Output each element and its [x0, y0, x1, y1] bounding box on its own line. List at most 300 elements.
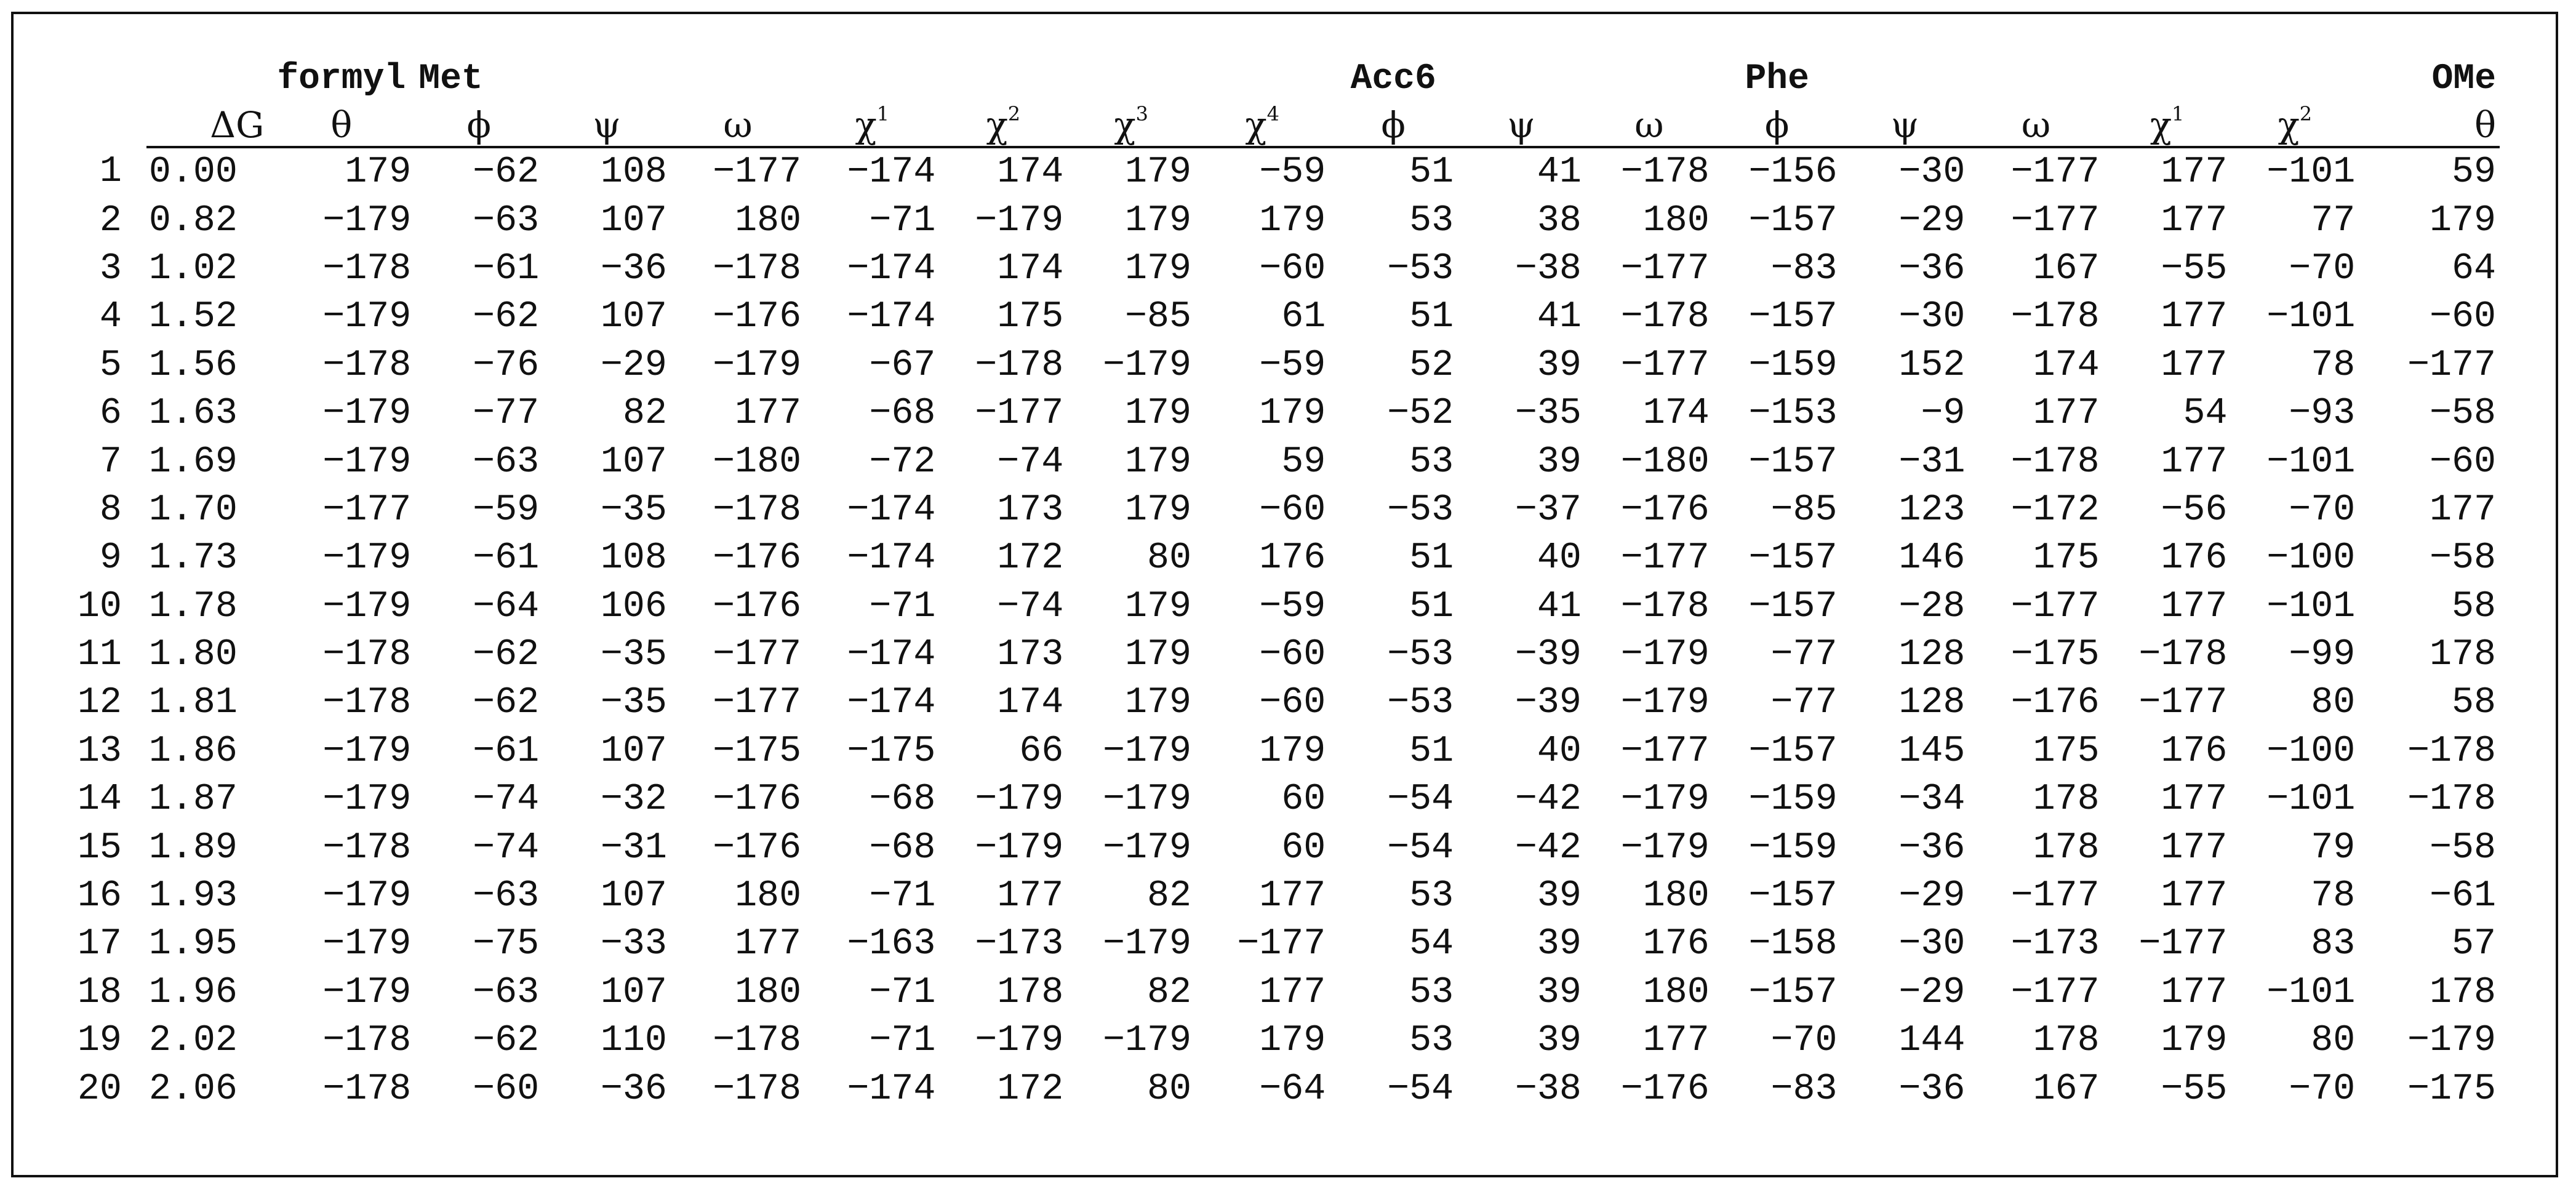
table-cell: 179: [1259, 730, 1326, 772]
table-cell: 80: [2311, 1020, 2356, 1062]
table-cell: −67: [869, 344, 936, 387]
table-cell: 179: [1125, 441, 1192, 483]
table-cell: 180: [735, 971, 802, 1014]
table-cell: 180: [1642, 199, 1710, 242]
column-symbol: ψ: [1890, 104, 1919, 146]
table-cell: 52: [1409, 344, 1454, 387]
table-cell: −178: [713, 1020, 802, 1062]
table-cell: 60: [1281, 779, 1326, 821]
table-cell: 54: [1409, 923, 1454, 966]
table-cell: −61: [473, 247, 540, 290]
table-cell: −83: [1770, 247, 1838, 290]
table-cell: −177: [2407, 344, 2496, 387]
table-cell: −178: [2010, 441, 2100, 483]
column-header: [415, 99, 543, 147]
table-cell: −63: [473, 441, 540, 483]
table-cell: −63: [473, 971, 540, 1014]
column-superscript: 4: [1266, 102, 1279, 126]
table-cell: −71: [869, 971, 936, 1014]
table-cell: −177: [1237, 923, 1326, 966]
table-cell: 179: [1125, 585, 1192, 628]
table-cell: −179: [322, 923, 412, 966]
column-header: [1195, 99, 1329, 147]
table-cell: 1.95: [148, 923, 238, 966]
table-cell: 79: [2311, 827, 2356, 869]
table-cell: −157: [1748, 585, 1838, 628]
group-acc6: Acc6: [1350, 59, 1436, 99]
column-header: [1969, 99, 2103, 147]
table-cell: 107: [600, 730, 667, 772]
table-cell: 176: [1259, 537, 1326, 580]
table-cell: 107: [600, 199, 667, 242]
column-header: [671, 99, 805, 147]
table-cell: −39: [1514, 682, 1582, 724]
row-index: 5: [99, 344, 122, 387]
table-cell: −175: [2010, 634, 2100, 676]
table-cell: −176: [713, 779, 802, 821]
table-row: [50, 390, 2500, 438]
table-cell: 106: [600, 585, 667, 628]
table-cell: 51: [1409, 296, 1454, 339]
table-cell: −35: [600, 634, 667, 676]
table-cell: 175: [2033, 537, 2100, 580]
table-cell: −175: [713, 730, 802, 772]
table-cell: 1.81: [148, 682, 238, 724]
table-cell: −74: [473, 827, 540, 869]
table-cell: 83: [2311, 923, 2356, 966]
table-cell: 51: [1409, 730, 1454, 772]
table-cell: −70: [1770, 1020, 1838, 1062]
table-cell: −179: [322, 199, 412, 242]
table-cell: −179: [2407, 1020, 2496, 1062]
table-cell: −176: [1620, 489, 1710, 531]
table-body: [50, 147, 2500, 1113]
table-cell: 123: [1898, 489, 1966, 531]
table-cell: 66: [1019, 730, 1064, 772]
table-cell: 1.87: [148, 779, 238, 821]
table-cell: 39: [1537, 971, 1582, 1014]
table-cell: 167: [2033, 247, 2100, 290]
column-header: [1067, 99, 1195, 147]
table-cell: 78: [2311, 875, 2356, 918]
table-cell: 39: [1537, 1020, 1582, 1062]
table-cell: −62: [473, 634, 540, 676]
row-index: 4: [99, 296, 122, 339]
table-row: [50, 196, 2500, 244]
table-cell: −9: [1921, 393, 1966, 435]
table-cell: −60: [2429, 296, 2496, 339]
table-cell: −179: [322, 537, 412, 580]
table-cell: −31: [600, 827, 667, 869]
table-cell: −177: [2138, 682, 2228, 724]
table-cell: −177: [975, 393, 1064, 435]
table-cell: 180: [735, 875, 802, 918]
table-cell: 179: [1125, 393, 1192, 435]
table-cell: 179: [1125, 489, 1192, 531]
table-cell: 178: [2033, 827, 2100, 869]
table-cell: 110: [600, 1020, 667, 1062]
table-cell: −53: [1387, 634, 1454, 676]
table-cell: −53: [1387, 682, 1454, 724]
row-index: 7: [99, 441, 122, 483]
table-cell: −179: [322, 971, 412, 1014]
table-cell: −101: [2266, 585, 2356, 628]
table-cell: −36: [1898, 247, 1966, 290]
symbol-header-row: [50, 99, 2500, 147]
table-cell: −59: [473, 489, 540, 531]
table-cell: −35: [600, 489, 667, 531]
table-cell: 177: [2161, 585, 2228, 628]
table-cell: −53: [1387, 489, 1454, 531]
table-cell: −63: [473, 875, 540, 918]
table-cell: −85: [1770, 489, 1838, 531]
table-cell: −177: [713, 151, 802, 194]
column-symbol: ϕ: [466, 104, 491, 146]
table-cell: −71: [869, 1020, 936, 1062]
table-cell: −64: [473, 585, 540, 628]
column-header: [1713, 99, 1841, 147]
row-index: 9: [99, 537, 122, 580]
table-cell: 40: [1537, 730, 1582, 772]
table-row: [50, 969, 2500, 1017]
table-cell: −29: [1898, 199, 1966, 242]
row-index: 2: [99, 199, 122, 242]
table-cell: −59: [1259, 585, 1326, 628]
table-cell: −30: [1898, 296, 1966, 339]
table-cell: −35: [1514, 393, 1582, 435]
table-row: [50, 823, 2500, 871]
table-cell: 108: [600, 151, 667, 194]
table-cell: −173: [2010, 923, 2100, 966]
table-cell: 107: [600, 971, 667, 1014]
table-cell: 1.73: [148, 537, 238, 580]
table-cell: 1.56: [148, 344, 238, 387]
table-frame: [11, 12, 2558, 1177]
row-index: 13: [77, 730, 122, 772]
column-header: [146, 99, 268, 147]
table-cell: 177: [2161, 151, 2228, 194]
table-cell: −179: [1620, 634, 1710, 676]
column-symbol: χ: [986, 104, 1008, 146]
table-cell: 80: [1147, 537, 1192, 580]
table-cell: 177: [735, 923, 802, 966]
table-cell: −179: [322, 585, 412, 628]
row-index: 18: [77, 971, 122, 1014]
table-cell: −178: [322, 1068, 412, 1110]
table-row: [50, 872, 2500, 920]
table-cell: −176: [713, 296, 802, 339]
table-cell: −77: [1770, 634, 1838, 676]
table-cell: −179: [322, 779, 412, 821]
table-cell: −178: [1620, 585, 1710, 628]
table-cell: −177: [1620, 344, 1710, 387]
table-cell: 107: [600, 875, 667, 918]
table-cell: −157: [1748, 971, 1838, 1014]
table-cell: 179: [1125, 247, 1192, 290]
table-cell: −62: [473, 151, 540, 194]
table-cell: 59: [2451, 151, 2496, 194]
table-cell: 0.82: [148, 199, 238, 242]
row-index: 15: [77, 827, 122, 869]
table-cell: −76: [473, 344, 540, 387]
table-cell: −179: [1103, 1020, 1192, 1062]
table-cell: −179: [975, 199, 1064, 242]
table-cell: 40: [1537, 537, 1582, 580]
table-cell: 177: [2161, 344, 2228, 387]
table-cell: −174: [847, 634, 936, 676]
table-cell: −101: [2266, 971, 2356, 1014]
table-cell: −153: [1748, 393, 1838, 435]
table-cell: −31: [1898, 441, 1966, 483]
table-cell: −175: [2407, 1068, 2496, 1110]
table-cell: 177: [2033, 393, 2100, 435]
table-cell: −179: [1620, 779, 1710, 821]
table-cell: −179: [975, 827, 1064, 869]
table-cell: −63: [473, 199, 540, 242]
table-cell: −178: [322, 827, 412, 869]
table-cell: −174: [847, 296, 936, 339]
row-index: 17: [77, 923, 122, 966]
row-index: 8: [99, 489, 122, 531]
table-row: [50, 486, 2500, 534]
table-cell: −157: [1748, 875, 1838, 918]
table-cell: −68: [869, 779, 936, 821]
table-cell: 178: [2429, 634, 2496, 676]
table-cell: −180: [1620, 441, 1710, 483]
table-cell: −178: [2138, 634, 2228, 676]
table-cell: 2.02: [148, 1020, 238, 1062]
table-cell: 177: [2161, 875, 2228, 918]
table-cell: −59: [1259, 151, 1326, 194]
column-header: [1457, 99, 1585, 147]
table-cell: 1.78: [148, 585, 238, 628]
table-cell: −178: [322, 344, 412, 387]
table-cell: 177: [1259, 875, 1326, 918]
table-cell: 1.63: [148, 393, 238, 435]
table-cell: −30: [1898, 923, 1966, 966]
table-cell: −174: [847, 682, 936, 724]
table-cell: 177: [2161, 971, 2228, 1014]
table-cell: 61: [1281, 296, 1326, 339]
table-cell: −58: [2429, 537, 2496, 580]
table-cell: −178: [322, 247, 412, 290]
table-cell: −101: [2266, 296, 2356, 339]
table-cell: −52: [1387, 393, 1454, 435]
column-symbol: ψ: [593, 104, 621, 146]
table-cell: −177: [713, 682, 802, 724]
table-cell: −157: [1748, 537, 1838, 580]
column-symbol: ϕ: [1764, 104, 1790, 146]
table-cell: −74: [473, 779, 540, 821]
table-cell: −55: [2161, 247, 2228, 290]
column-header: [805, 99, 939, 147]
table-cell: 152: [1898, 344, 1966, 387]
table-cell: −64: [1259, 1068, 1326, 1110]
table-cell: −179: [975, 779, 1064, 821]
column-symbol: ω: [723, 104, 753, 146]
table-cell: −174: [847, 537, 936, 580]
table-cell: 175: [997, 296, 1064, 339]
table-cell: 177: [735, 393, 802, 435]
column-header: [939, 99, 1067, 147]
table-cell: −157: [1748, 199, 1838, 242]
table-cell: −178: [713, 489, 802, 531]
column-header: [2359, 99, 2500, 147]
table-cell: −29: [1898, 875, 1966, 918]
table-cell: −36: [1898, 827, 1966, 869]
table-row: [50, 727, 2500, 775]
column-symbol: ϕ: [1381, 104, 1406, 146]
table-cell: 39: [1537, 344, 1582, 387]
table-cell: 179: [2161, 1020, 2228, 1062]
table-row: [50, 631, 2500, 679]
table-cell: −34: [1898, 779, 1966, 821]
column-symbol: χ: [1114, 104, 1136, 146]
table-cell: 51: [1409, 585, 1454, 628]
table-cell: 58: [2451, 682, 2496, 724]
table-cell: −174: [847, 1068, 936, 1110]
table-row: [50, 534, 2500, 582]
table-cell: −178: [1620, 296, 1710, 339]
column-header: [1329, 99, 1457, 147]
table-cell: −177: [2010, 151, 2100, 194]
table-cell: −176: [713, 585, 802, 628]
table-cell: 179: [2429, 199, 2496, 242]
table-cell: 179: [345, 151, 412, 194]
row-index: 3: [99, 247, 122, 290]
table-cell: −175: [847, 730, 936, 772]
table-cell: −100: [2266, 730, 2356, 772]
table-cell: −71: [869, 199, 936, 242]
table-cell: 174: [997, 151, 1064, 194]
table-cell: −159: [1748, 827, 1838, 869]
table-row: [50, 583, 2500, 631]
row-index: 12: [77, 682, 122, 724]
table-row: [50, 293, 2500, 341]
group-ome: OMe: [2431, 59, 2496, 99]
table-cell: −36: [1898, 1068, 1966, 1110]
table-cell: −177: [2010, 971, 2100, 1014]
table-cell: −74: [997, 441, 1064, 483]
table-cell: −62: [473, 1020, 540, 1062]
table-cell: 1.80: [148, 634, 238, 676]
table-cell: −62: [473, 296, 540, 339]
table-cell: −179: [1103, 344, 1192, 387]
table-cell: 82: [622, 393, 667, 435]
table-cell: −178: [322, 634, 412, 676]
table-cell: −61: [473, 537, 540, 580]
table-cell: 54: [2183, 393, 2228, 435]
table-cell: −177: [2010, 875, 2100, 918]
table-cell: −56: [2161, 489, 2228, 531]
table-cell: −159: [1748, 779, 1838, 821]
table-cell: −60: [1259, 489, 1326, 531]
table-cell: −177: [2010, 585, 2100, 628]
table-cell: −179: [322, 730, 412, 772]
table-row: [50, 245, 2500, 293]
table-cell: 38: [1537, 199, 1582, 242]
table-cell: −177: [1620, 730, 1710, 772]
column-header: [268, 99, 415, 147]
table-cell: −36: [600, 247, 667, 290]
table-cell: −85: [1125, 296, 1192, 339]
table-row: [50, 342, 2500, 390]
table-cell: 175: [2033, 730, 2100, 772]
table-cell: −177: [322, 489, 412, 531]
table-cell: 128: [1898, 682, 1966, 724]
table-cell: 146: [1898, 537, 1966, 580]
table-cell: −177: [1620, 247, 1710, 290]
table-row: [50, 1065, 2500, 1113]
column-symbol: θ: [330, 104, 353, 146]
table-cell: 1.86: [148, 730, 238, 772]
table-cell: 174: [2033, 344, 2100, 387]
table-cell: −174: [847, 151, 936, 194]
table-cell: −54: [1387, 779, 1454, 821]
table-cell: 53: [1409, 875, 1454, 918]
column-header: [2231, 99, 2359, 147]
column-superscript: 3: [1135, 102, 1148, 126]
table-cell: 1.96: [148, 971, 238, 1014]
table-cell: −177: [1620, 537, 1710, 580]
table-cell: 177: [2161, 199, 2228, 242]
table-cell: −176: [713, 537, 802, 580]
table-cell: 179: [1125, 682, 1192, 724]
row-index: 20: [77, 1068, 122, 1110]
table-cell: 177: [2161, 827, 2228, 869]
table-cell: −74: [997, 585, 1064, 628]
table-cell: −177: [2138, 923, 2228, 966]
table-cell: 1.89: [148, 827, 238, 869]
table-cell: −53: [1387, 247, 1454, 290]
table-cell: 178: [2033, 1020, 2100, 1062]
group-formyl: formyl: [277, 59, 406, 99]
column-superscript: 2: [1007, 102, 1021, 126]
table-cell: −29: [600, 344, 667, 387]
table-cell: 174: [1642, 393, 1710, 435]
table-cell: −157: [1748, 441, 1838, 483]
table-cell: 173: [997, 489, 1064, 531]
table-cell: −179: [322, 441, 412, 483]
table-cell: 53: [1409, 441, 1454, 483]
table-cell: −178: [713, 247, 802, 290]
table-cell: −54: [1387, 827, 1454, 869]
table-cell: 177: [2161, 296, 2228, 339]
table-cell: −178: [1620, 151, 1710, 194]
table-cell: 82: [1147, 971, 1192, 1014]
table-cell: 78: [2311, 344, 2356, 387]
table-cell: −35: [600, 682, 667, 724]
table-cell: −173: [975, 923, 1064, 966]
column-header: [1841, 99, 1969, 147]
table-cell: 174: [997, 682, 1064, 724]
table-cell: −58: [2429, 827, 2496, 869]
table-cell: 1.02: [148, 247, 238, 290]
table-cell: −174: [847, 489, 936, 531]
table-cell: 64: [2451, 247, 2496, 290]
table-cell: −28: [1898, 585, 1966, 628]
table-cell: −176: [1620, 1068, 1710, 1110]
group-met: Met: [418, 59, 483, 99]
table-cell: −99: [2289, 634, 2356, 676]
table-cell: −36: [600, 1068, 667, 1110]
table-cell: −42: [1514, 779, 1582, 821]
table-cell: −39: [1514, 634, 1582, 676]
table-cell: 167: [2033, 1068, 2100, 1110]
table-cell: 176: [2161, 730, 2228, 772]
table-cell: −59: [1259, 344, 1326, 387]
table-row: [50, 1017, 2500, 1065]
